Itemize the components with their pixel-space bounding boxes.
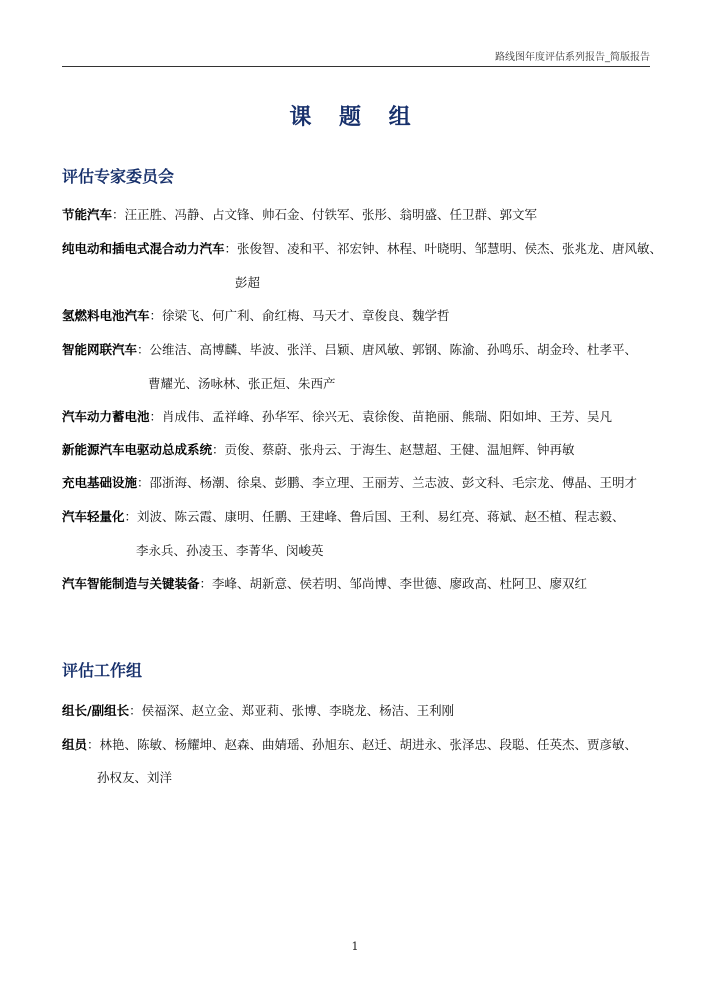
row-names: 贡俊、蔡蔚、张舟云、于海生、赵慧超、王健、温旭辉、钟再敏 xyxy=(224,442,575,457)
row-separator: ： xyxy=(87,737,100,752)
row-names: 林艳、陈敏、杨耀坤、赵森、曲婧瑶、孙旭东、赵迁、胡进永、张泽忠、段聪、任英杰、贾彦敏、 xyxy=(99,737,638,752)
row-names: 刘波、陈云霞、康明、任鹏、王建峰、鲁后国、王利、易红亮、蒋斌、赵丕植、程志毅、 xyxy=(137,509,625,524)
row-label: 充电基础设施 xyxy=(62,475,138,490)
row-names-continuation: 彭超 xyxy=(235,275,261,290)
row-names: 汪正胜、冯静、占文锋、帅石金、付铁军、张彤、翁明盛、任卫群、郭文军 xyxy=(124,207,538,222)
row-names-continuation: 曹耀光、汤咏林、张正烜、朱西产 xyxy=(148,376,336,391)
row-separator: ： xyxy=(137,475,150,490)
row-label: 组员 xyxy=(62,737,88,752)
page-title: 课 题 组 xyxy=(289,105,421,130)
row-label: 纯电动和插电式混合动力汽车 xyxy=(62,241,225,256)
section-heading-expert-committee: 评估专家委员会 xyxy=(62,167,175,186)
section-heading-working-group: 评估工作组 xyxy=(62,661,143,680)
committee-row-fuel-cell xyxy=(62,308,662,324)
row-label: 氢燃料电池汽车 xyxy=(62,308,150,323)
row-names: 徐梁飞、何广利、俞红梅、马天才、章俊良、魏学哲 xyxy=(162,308,450,323)
row-separator: ： xyxy=(212,442,225,457)
row-names: 张俊智、凌和平、祁宏钟、林程、叶晓明、邹慧明、侯杰、张兆龙、唐风敏、 xyxy=(237,241,663,256)
row-separator: ： xyxy=(129,703,142,718)
row-names: 李峰、胡新意、侯若明、邹尚博、李世德、廖政高、杜阿卫、廖双红 xyxy=(212,576,588,591)
row-separator: ： xyxy=(137,342,150,357)
row-separator: ： xyxy=(149,409,163,424)
row-names: 邵浙海、杨潮、徐臬、彭鹏、李立理、王丽芳、兰志波、彭文科、毛宗龙、傅晶、王明才 xyxy=(149,475,638,490)
working-group-row-leaders xyxy=(62,703,662,719)
page-number: 1 xyxy=(351,940,359,953)
row-label: 汽车动力蓄电池 xyxy=(62,409,150,424)
committee-row-electric-drive xyxy=(62,442,662,458)
working-group-row-members xyxy=(62,737,662,753)
row-label: 组长/副组长 xyxy=(62,703,130,718)
row-names: 侯福深、赵立金、郑亚莉、张博、李晓龙、杨洁、王利刚 xyxy=(141,703,455,718)
committee-row-lightweight xyxy=(62,509,662,525)
row-label: 汽车轻量化 xyxy=(62,509,125,524)
row-separator: ： xyxy=(124,509,138,524)
row-names: 肖成伟、孟祥峰、孙华军、徐兴无、袁徐俊、苗艳丽、熊瑞、阳如坤、王芳、吴凡 xyxy=(162,409,613,424)
row-names: 公维洁、高博麟、毕波、张洋、吕颖、唐风敏、郭钢、陈渝、孙鸣乐、胡金玲、杜孝平、 xyxy=(149,342,638,357)
row-names-continuation: 李永兵、孙凌玉、李菁华、闵峻英 xyxy=(136,543,324,558)
row-separator: ： xyxy=(149,308,163,323)
row-label: 新能源汽车电驱动总成系统 xyxy=(62,442,213,457)
committee-row-bev-phev xyxy=(62,241,662,257)
committee-row-connected-vehicle xyxy=(62,342,662,358)
row-label: 智能网联汽车 xyxy=(62,342,138,357)
row-label: 汽车智能制造与关键装备 xyxy=(62,576,200,591)
row-separator: ： xyxy=(224,241,238,256)
committee-row-energy-saving xyxy=(62,207,662,223)
committee-row-charging-infrastructure xyxy=(62,475,662,491)
row-names-continuation: 孙权友、刘洋 xyxy=(97,770,173,785)
committee-row-smart-manufacturing xyxy=(62,576,662,592)
row-separator: ： xyxy=(112,207,125,222)
committee-row-power-battery xyxy=(62,409,662,425)
row-label: 节能汽车 xyxy=(62,207,113,222)
running-header: 路线图年度评估系列报告_简版报告 xyxy=(62,48,650,67)
row-separator: ： xyxy=(199,576,213,591)
